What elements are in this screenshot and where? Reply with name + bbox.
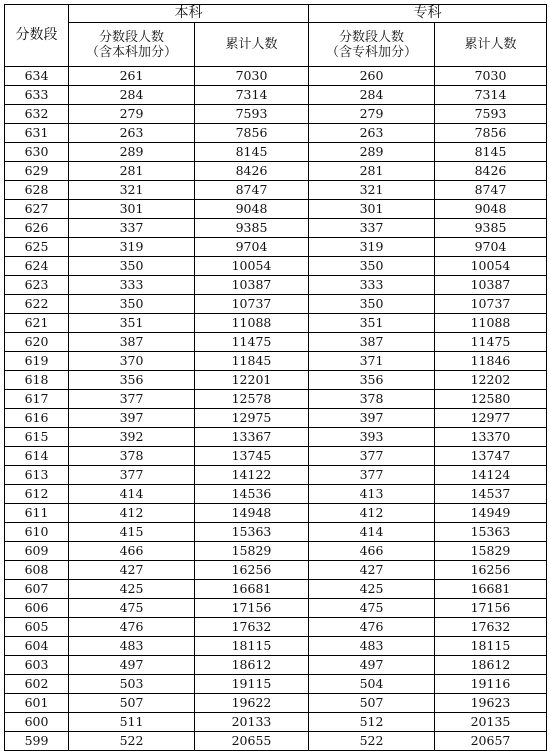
zhuanke-count-cell: 393 bbox=[309, 428, 435, 447]
benke-cumulative-cell: 11088 bbox=[195, 314, 309, 333]
zhuanke-count-cell: 475 bbox=[309, 599, 435, 618]
zhuanke-count-cell: 350 bbox=[309, 295, 435, 314]
table-row bbox=[5, 561, 547, 580]
zhuanke-count-cell: 260 bbox=[309, 67, 435, 86]
zhuanke-cumulative-cell: 18612 bbox=[435, 656, 547, 675]
score-distribution-table bbox=[4, 4, 547, 751]
table-row bbox=[5, 504, 547, 523]
zhuanke-cumulative-cell: 20657 bbox=[435, 732, 547, 751]
zhuanke-cumulative-cell: 14537 bbox=[435, 485, 547, 504]
table-row bbox=[5, 295, 547, 314]
benke-count-cell: 507 bbox=[69, 694, 195, 713]
benke-count-cell: 370 bbox=[69, 352, 195, 371]
score-cell: 622 bbox=[5, 295, 69, 314]
benke-cumulative-cell: 9048 bbox=[195, 200, 309, 219]
benke-count-cell: 356 bbox=[69, 371, 195, 390]
header-sub-row bbox=[5, 23, 547, 67]
benke-count-cell: 319 bbox=[69, 238, 195, 257]
zhuanke-cumulative-cell: 8426 bbox=[435, 162, 547, 181]
score-cell: 605 bbox=[5, 618, 69, 637]
benke-count-cell: 412 bbox=[69, 504, 195, 523]
benke-count-header bbox=[69, 23, 195, 67]
benke-cumulative-cell: 19622 bbox=[195, 694, 309, 713]
zhuanke-count-cell: 427 bbox=[309, 561, 435, 580]
benke-count-cell: 377 bbox=[69, 466, 195, 485]
zhuanke-count-cell: 350 bbox=[309, 257, 435, 276]
score-cell: 625 bbox=[5, 238, 69, 257]
zhuanke-cumulative-cell: 19623 bbox=[435, 694, 547, 713]
score-cell: 624 bbox=[5, 257, 69, 276]
benke-cumulative-cell: 12201 bbox=[195, 371, 309, 390]
benke-cumulative-cell: 18115 bbox=[195, 637, 309, 656]
benke-cumulative-cell: 15363 bbox=[195, 523, 309, 542]
zhuanke-count-cell: 356 bbox=[309, 371, 435, 390]
score-cell: 609 bbox=[5, 542, 69, 561]
zhuanke-cumulative-cell: 13747 bbox=[435, 447, 547, 466]
benke-cumulative-cell: 10054 bbox=[195, 257, 309, 276]
benke-cumulative-cell: 11845 bbox=[195, 352, 309, 371]
table-row bbox=[5, 694, 547, 713]
table-row bbox=[5, 105, 547, 124]
benke-cumulative-cell: 8145 bbox=[195, 143, 309, 162]
zhuanke-group-header: 专科 bbox=[309, 5, 547, 23]
benke-count-cell: 415 bbox=[69, 523, 195, 542]
zhuanke-count-cell: 378 bbox=[309, 390, 435, 409]
score-cell: 621 bbox=[5, 314, 69, 333]
score-cell: 599 bbox=[5, 732, 69, 751]
benke-count-cell: 425 bbox=[69, 580, 195, 599]
benke-count-cell: 503 bbox=[69, 675, 195, 694]
zhuanke-cumulative-header: 累计人数 bbox=[435, 23, 547, 67]
score-cell: 613 bbox=[5, 466, 69, 485]
zhuanke-count-cell: 281 bbox=[309, 162, 435, 181]
benke-count-header-line1: 分数段人数 bbox=[98, 29, 164, 45]
score-cell: 607 bbox=[5, 580, 69, 599]
score-cell: 632 bbox=[5, 105, 69, 124]
zhuanke-cumulative-cell: 14124 bbox=[435, 466, 547, 485]
score-cell: 626 bbox=[5, 219, 69, 238]
table-row bbox=[5, 162, 547, 181]
benke-group-header: 本科 bbox=[69, 5, 309, 23]
zhuanke-count-cell: 263 bbox=[309, 124, 435, 143]
benke-cumulative-cell: 15829 bbox=[195, 542, 309, 561]
benke-count-cell: 466 bbox=[69, 542, 195, 561]
benke-cumulative-cell: 18612 bbox=[195, 656, 309, 675]
zhuanke-cumulative-cell: 12977 bbox=[435, 409, 547, 428]
zhuanke-count-cell: 466 bbox=[309, 542, 435, 561]
zhuanke-count-cell: 497 bbox=[309, 656, 435, 675]
zhuanke-cumulative-cell: 12202 bbox=[435, 371, 547, 390]
zhuanke-cumulative-cell: 20135 bbox=[435, 713, 547, 732]
benke-count-cell: 377 bbox=[69, 390, 195, 409]
benke-count-cell: 476 bbox=[69, 618, 195, 637]
table-row bbox=[5, 257, 547, 276]
zhuanke-cumulative-cell: 15829 bbox=[435, 542, 547, 561]
zhuanke-count-cell: 289 bbox=[309, 143, 435, 162]
score-cell: 612 bbox=[5, 485, 69, 504]
benke-cumulative-cell: 14948 bbox=[195, 504, 309, 523]
score-cell: 600 bbox=[5, 713, 69, 732]
zhuanke-cumulative-cell: 7856 bbox=[435, 124, 547, 143]
table-row bbox=[5, 219, 547, 238]
score-cell: 601 bbox=[5, 694, 69, 713]
benke-count-cell: 351 bbox=[69, 314, 195, 333]
benke-cumulative-cell: 7856 bbox=[195, 124, 309, 143]
benke-cumulative-cell: 14122 bbox=[195, 466, 309, 485]
benke-count-cell: 497 bbox=[69, 656, 195, 675]
score-cell: 602 bbox=[5, 675, 69, 694]
table-row bbox=[5, 200, 547, 219]
benke-count-cell: 261 bbox=[69, 67, 195, 86]
zhuanke-count-cell: 387 bbox=[309, 333, 435, 352]
zhuanke-count-cell: 337 bbox=[309, 219, 435, 238]
table-row bbox=[5, 637, 547, 656]
zhuanke-cumulative-cell: 8747 bbox=[435, 181, 547, 200]
zhuanke-cumulative-cell: 13370 bbox=[435, 428, 547, 447]
benke-cumulative-cell: 9385 bbox=[195, 219, 309, 238]
benke-cumulative-cell: 7593 bbox=[195, 105, 309, 124]
zhuanke-count-cell: 504 bbox=[309, 675, 435, 694]
zhuanke-cumulative-cell: 10737 bbox=[435, 295, 547, 314]
table-row bbox=[5, 181, 547, 200]
table-row bbox=[5, 618, 547, 637]
zhuanke-count-cell: 507 bbox=[309, 694, 435, 713]
zhuanke-count-cell: 279 bbox=[309, 105, 435, 124]
table-row bbox=[5, 86, 547, 105]
benke-cumulative-cell: 11475 bbox=[195, 333, 309, 352]
zhuanke-cumulative-cell: 9385 bbox=[435, 219, 547, 238]
benke-count-cell: 427 bbox=[69, 561, 195, 580]
zhuanke-cumulative-cell: 19116 bbox=[435, 675, 547, 694]
benke-cumulative-cell: 20133 bbox=[195, 713, 309, 732]
benke-cumulative-cell: 17156 bbox=[195, 599, 309, 618]
zhuanke-cumulative-cell: 7593 bbox=[435, 105, 547, 124]
benke-count-cell: 263 bbox=[69, 124, 195, 143]
table-row bbox=[5, 276, 547, 295]
benke-count-cell: 475 bbox=[69, 599, 195, 618]
table-row bbox=[5, 447, 547, 466]
score-cell: 616 bbox=[5, 409, 69, 428]
zhuanke-cumulative-cell: 11846 bbox=[435, 352, 547, 371]
zhuanke-cumulative-cell: 11088 bbox=[435, 314, 547, 333]
zhuanke-cumulative-cell: 7314 bbox=[435, 86, 547, 105]
table-row bbox=[5, 675, 547, 694]
benke-count-cell: 281 bbox=[69, 162, 195, 181]
zhuanke-cumulative-cell: 17156 bbox=[435, 599, 547, 618]
benke-count-cell: 284 bbox=[69, 86, 195, 105]
table-row bbox=[5, 523, 547, 542]
zhuanke-count-cell: 284 bbox=[309, 86, 435, 105]
zhuanke-cumulative-cell: 9048 bbox=[435, 200, 547, 219]
zhuanke-cumulative-cell: 11475 bbox=[435, 333, 547, 352]
score-cell: 617 bbox=[5, 390, 69, 409]
score-cell: 618 bbox=[5, 371, 69, 390]
header-group-row bbox=[5, 5, 547, 23]
benke-cumulative-cell: 19115 bbox=[195, 675, 309, 694]
benke-cumulative-cell: 10387 bbox=[195, 276, 309, 295]
benke-cumulative-cell: 9704 bbox=[195, 238, 309, 257]
zhuanke-count-cell: 414 bbox=[309, 523, 435, 542]
benke-count-cell: 333 bbox=[69, 276, 195, 295]
table-row bbox=[5, 352, 547, 371]
benke-count-cell: 522 bbox=[69, 732, 195, 751]
zhuanke-cumulative-cell: 18115 bbox=[435, 637, 547, 656]
benke-count-cell: 397 bbox=[69, 409, 195, 428]
score-cell: 631 bbox=[5, 124, 69, 143]
table-row bbox=[5, 67, 547, 86]
score-cell: 619 bbox=[5, 352, 69, 371]
table-row bbox=[5, 542, 547, 561]
zhuanke-count-cell: 412 bbox=[309, 504, 435, 523]
score-cell: 634 bbox=[5, 67, 69, 86]
zhuanke-count-cell: 321 bbox=[309, 181, 435, 200]
zhuanke-count-cell: 413 bbox=[309, 485, 435, 504]
benke-count-cell: 350 bbox=[69, 257, 195, 276]
zhuanke-cumulative-cell: 17632 bbox=[435, 618, 547, 637]
score-cell: 623 bbox=[5, 276, 69, 295]
benke-cumulative-cell: 12975 bbox=[195, 409, 309, 428]
table-row bbox=[5, 143, 547, 162]
score-cell: 627 bbox=[5, 200, 69, 219]
table-row bbox=[5, 599, 547, 618]
score-cell: 611 bbox=[5, 504, 69, 523]
benke-count-cell: 279 bbox=[69, 105, 195, 124]
score-cell: 614 bbox=[5, 447, 69, 466]
zhuanke-cumulative-cell: 7030 bbox=[435, 67, 547, 86]
score-cell: 604 bbox=[5, 637, 69, 656]
zhuanke-cumulative-cell: 16256 bbox=[435, 561, 547, 580]
benke-cumulative-cell: 7030 bbox=[195, 67, 309, 86]
zhuanke-cumulative-cell: 9704 bbox=[435, 238, 547, 257]
zhuanke-count-cell: 512 bbox=[309, 713, 435, 732]
zhuanke-count-cell: 333 bbox=[309, 276, 435, 295]
zhuanke-count-header bbox=[309, 23, 435, 67]
benke-count-cell: 414 bbox=[69, 485, 195, 504]
zhuanke-count-cell: 476 bbox=[309, 618, 435, 637]
score-cell: 630 bbox=[5, 143, 69, 162]
score-cell: 629 bbox=[5, 162, 69, 181]
score-cell: 606 bbox=[5, 599, 69, 618]
table-row bbox=[5, 485, 547, 504]
zhuanke-count-cell: 377 bbox=[309, 447, 435, 466]
benke-cumulative-cell: 12578 bbox=[195, 390, 309, 409]
zhuanke-count-cell: 522 bbox=[309, 732, 435, 751]
benke-cumulative-cell: 8747 bbox=[195, 181, 309, 200]
zhuanke-cumulative-cell: 15363 bbox=[435, 523, 547, 542]
zhuanke-count-cell: 425 bbox=[309, 580, 435, 599]
zhuanke-count-header-line2: （含专科加分） bbox=[325, 44, 417, 60]
zhuanke-count-cell: 319 bbox=[309, 238, 435, 257]
score-cell: 633 bbox=[5, 86, 69, 105]
table-row bbox=[5, 371, 547, 390]
score-cell: 620 bbox=[5, 333, 69, 352]
benke-count-cell: 321 bbox=[69, 181, 195, 200]
benke-count-cell: 289 bbox=[69, 143, 195, 162]
zhuanke-cumulative-cell: 14949 bbox=[435, 504, 547, 523]
table-row bbox=[5, 238, 547, 257]
zhuanke-count-cell: 397 bbox=[309, 409, 435, 428]
score-column-header: 分数段 bbox=[5, 5, 69, 67]
zhuanke-cumulative-cell: 8145 bbox=[435, 143, 547, 162]
table-header bbox=[5, 5, 547, 67]
benke-cumulative-cell: 7314 bbox=[195, 86, 309, 105]
table-row bbox=[5, 466, 547, 485]
benke-count-cell: 483 bbox=[69, 637, 195, 656]
benke-count-cell: 301 bbox=[69, 200, 195, 219]
zhuanke-cumulative-cell: 16681 bbox=[435, 580, 547, 599]
zhuanke-cumulative-cell: 10054 bbox=[435, 257, 547, 276]
benke-cumulative-cell: 17632 bbox=[195, 618, 309, 637]
table-row bbox=[5, 409, 547, 428]
table-row bbox=[5, 580, 547, 599]
zhuanke-count-cell: 301 bbox=[309, 200, 435, 219]
table-row bbox=[5, 428, 547, 447]
benke-count-cell: 350 bbox=[69, 295, 195, 314]
table-row bbox=[5, 713, 547, 732]
benke-cumulative-cell: 16681 bbox=[195, 580, 309, 599]
benke-count-cell: 378 bbox=[69, 447, 195, 466]
benke-cumulative-cell: 14536 bbox=[195, 485, 309, 504]
benke-cumulative-cell: 10737 bbox=[195, 295, 309, 314]
benke-cumulative-cell: 13745 bbox=[195, 447, 309, 466]
benke-count-header-line2: （含本科加分） bbox=[85, 44, 177, 60]
zhuanke-count-header-line1: 分数段人数 bbox=[338, 29, 404, 45]
benke-cumulative-cell: 13367 bbox=[195, 428, 309, 447]
benke-cumulative-cell: 8426 bbox=[195, 162, 309, 181]
benke-count-cell: 387 bbox=[69, 333, 195, 352]
score-cell: 610 bbox=[5, 523, 69, 542]
score-cell: 608 bbox=[5, 561, 69, 580]
benke-count-cell: 511 bbox=[69, 713, 195, 732]
benke-count-cell: 337 bbox=[69, 219, 195, 238]
table-body bbox=[5, 67, 547, 751]
zhuanke-count-cell: 483 bbox=[309, 637, 435, 656]
score-cell: 628 bbox=[5, 181, 69, 200]
score-cell: 615 bbox=[5, 428, 69, 447]
benke-cumulative-cell: 20655 bbox=[195, 732, 309, 751]
table-row bbox=[5, 732, 547, 751]
zhuanke-count-cell: 377 bbox=[309, 466, 435, 485]
table-row bbox=[5, 314, 547, 333]
zhuanke-cumulative-cell: 10387 bbox=[435, 276, 547, 295]
benke-cumulative-cell: 16256 bbox=[195, 561, 309, 580]
table-row bbox=[5, 390, 547, 409]
zhuanke-count-cell: 351 bbox=[309, 314, 435, 333]
zhuanke-cumulative-cell: 12580 bbox=[435, 390, 547, 409]
zhuanke-count-cell: 371 bbox=[309, 352, 435, 371]
score-cell: 603 bbox=[5, 656, 69, 675]
table-row bbox=[5, 124, 547, 143]
table-row bbox=[5, 656, 547, 675]
benke-count-cell: 392 bbox=[69, 428, 195, 447]
benke-cumulative-header: 累计人数 bbox=[195, 23, 309, 67]
table-row bbox=[5, 333, 547, 352]
